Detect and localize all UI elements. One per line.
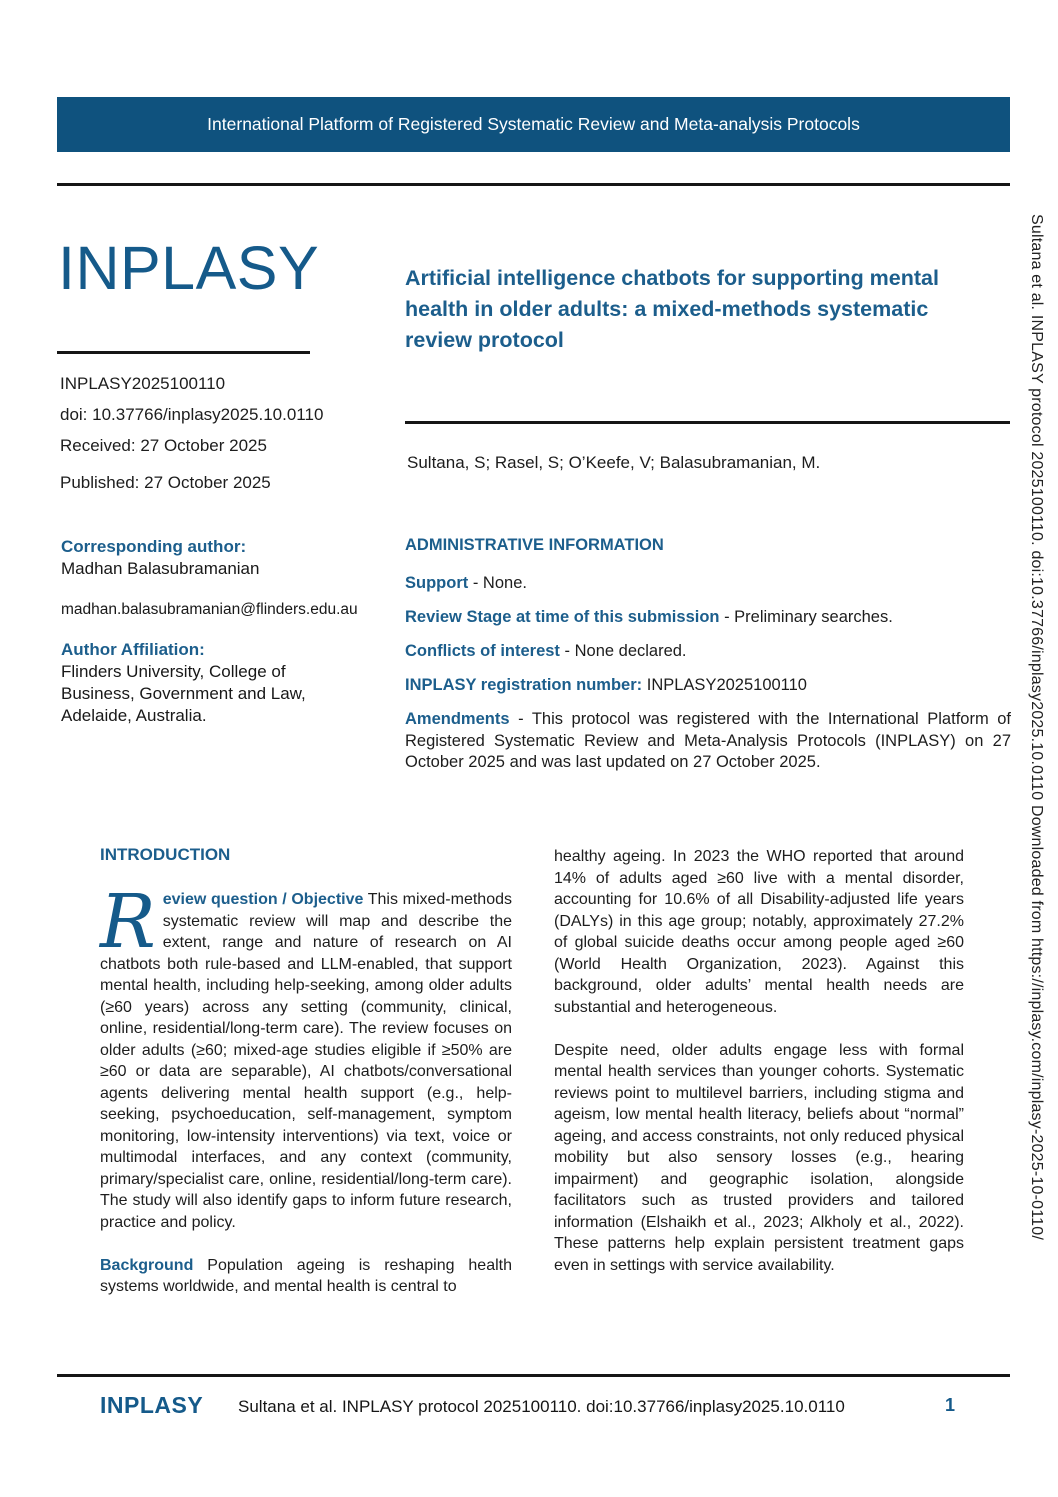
objective-text: This mixed-methods systematic review will map and describe the extent, range and nature of research on AI chatbots both rule-based and LLM-enabled, that support mental health, including help-seeking, among older adults (≥60 years) across any setting (community, clinical, online, residential/long-term care). The review focuses on older adults (≥60; mixed-age studies eligible if ≥50% are ≥60 or data are separable), AI chatbots/conversational agents delivering mental health support (e.g., help-seeking, psychoeducation, self-management, symptom monitoring, low-intensity interventions) via text, voice or multimodal interfaces, and any context (community, primary/specialist care, online, residential/long-term care). The study will also identify gaps to inform future research, practice and policy. <box>100 891 512 1231</box>
review-stage-row <box>405 607 1011 628</box>
introduction-continued-paragraph-1: healthy ageing. In 2023 the WHO reported that around 14% of adults aged ≥60 live with a mental disorder, accounting for 10.6% of all Disability-adjusted life years (DALYs) in this age group; notably, approximately 27.2% of global suicide deaths occur among people aged ≥60 (World Health Organization, 2023). Against this background, older adults’ mental health needs are substantial and heterogeneous. <box>554 848 964 1016</box>
amendments-value: - This protocol was registered with the International Platform of Registered Systematic Review and Meta-Analysis Protocols (INPLASY) on 27 October 2025 and was last updated on 27 October 2025. <box>405 710 1011 771</box>
background-paragraph <box>100 1255 512 1298</box>
registration-row <box>405 675 1011 696</box>
introduction-heading: INTRODUCTION <box>100 845 231 864</box>
footer-divider <box>57 1374 1010 1377</box>
conflicts-value: - None declared. <box>564 642 687 660</box>
amendments-paragraph <box>405 709 1011 774</box>
registration-label: INPLASY registration number: <box>405 676 643 694</box>
registration-id: INPLASY2025100110 <box>60 374 226 393</box>
corresponding-author-label: Corresponding author: <box>61 537 247 556</box>
contact-block <box>61 536 358 727</box>
review-stage-label: Review Stage at time of this submission <box>405 608 720 626</box>
journal-banner-text: International Platform of Registered Systematic Review and Meta-analysis Protocols <box>207 114 860 134</box>
support-value: - None. <box>472 574 527 592</box>
amendments-label: Amendments <box>405 710 510 728</box>
sidebar-citation: Sultana et al. INPLASY protocol 2025100110. doi:10.37766/inplasy2025.10.0110 Downloaded from https://inplasy.com/inplasy-2025-10-0110/ <box>1028 214 1045 1240</box>
objective-paragraph <box>100 879 512 1233</box>
conflicts-row <box>405 641 1011 662</box>
masthead-meta <box>60 374 323 504</box>
doi-line: doi: 10.37766/inplasy2025.10.0110 <box>60 405 324 424</box>
footer-citation: Sultana et al. INPLASY protocol 2025100110. doi:10.37766/inplasy2025.10.0110 <box>238 1397 845 1416</box>
affiliation-text: Flinders University, College of Business, Government and Law, Adelaide, Australia. <box>61 662 306 725</box>
introduction-continued-paragraph-2: Despite need, older adults engage less with formal mental health services than younger cohorts. Systematic reviews point to multilevel barriers, including stigma and ageism, low mental health literacy, beliefs about “normal” ageing, and access constraints, not only reduced physical mobility but also sensory losses (e.g., hearing impairment) and geographic isolation, alongside facilitators such as trusted providers and tailored information (Elshaikh et al., 2023; Alkholy et al., 2022). These patterns help explain persistent treatment gaps even in settings with service availability. <box>554 1041 964 1274</box>
article-title: Artificial intelligence chatbots for supporting mental health in older adults: a mixed-methods systematic review protocol <box>405 266 939 352</box>
journal-banner <box>57 97 1010 152</box>
top-divider <box>57 183 1010 186</box>
published-date: Published: 27 October 2025 <box>60 473 271 492</box>
review-stage-value: - Preliminary searches. <box>724 608 893 626</box>
background-label: Background <box>100 1256 194 1274</box>
page-footer <box>57 1392 1010 1434</box>
admin-heading: ADMINISTRATIVE INFORMATION <box>405 536 664 554</box>
title-divider <box>405 421 1010 424</box>
footer-inplasy-logo: INPLASY <box>100 1392 204 1418</box>
objective-label: eview question / Objective <box>162 891 364 908</box>
corresponding-author-name: Madhan Balasubramanian <box>61 559 260 578</box>
logo-divider <box>57 351 310 354</box>
support-row <box>405 573 1011 594</box>
administrative-information <box>405 536 1011 774</box>
page-number: 1 <box>944 1395 955 1415</box>
inplasy-logo: INPLASY <box>58 234 320 302</box>
author-list: Sultana, S; Rasel, S; O’Keefe, V; Balasubramanian, M. <box>407 453 821 472</box>
registration-value: INPLASY2025100110 <box>646 676 807 694</box>
background-text: Population ageing is reshaping health systems worldwide, and mental health is central to <box>100 1256 512 1295</box>
corresponding-author-email: madhan.balasubramanian@flinders.edu.au <box>61 601 358 618</box>
affiliation-label: Author Affiliation: <box>61 640 205 659</box>
dropcap-letter: R <box>100 879 156 965</box>
conflicts-label: Conflicts of interest <box>405 642 560 660</box>
introduction-column-1 <box>100 845 512 1298</box>
received-date: Received: 27 October 2025 <box>60 436 267 455</box>
introduction-column-2 <box>554 846 964 1276</box>
support-label: Support <box>405 574 469 592</box>
